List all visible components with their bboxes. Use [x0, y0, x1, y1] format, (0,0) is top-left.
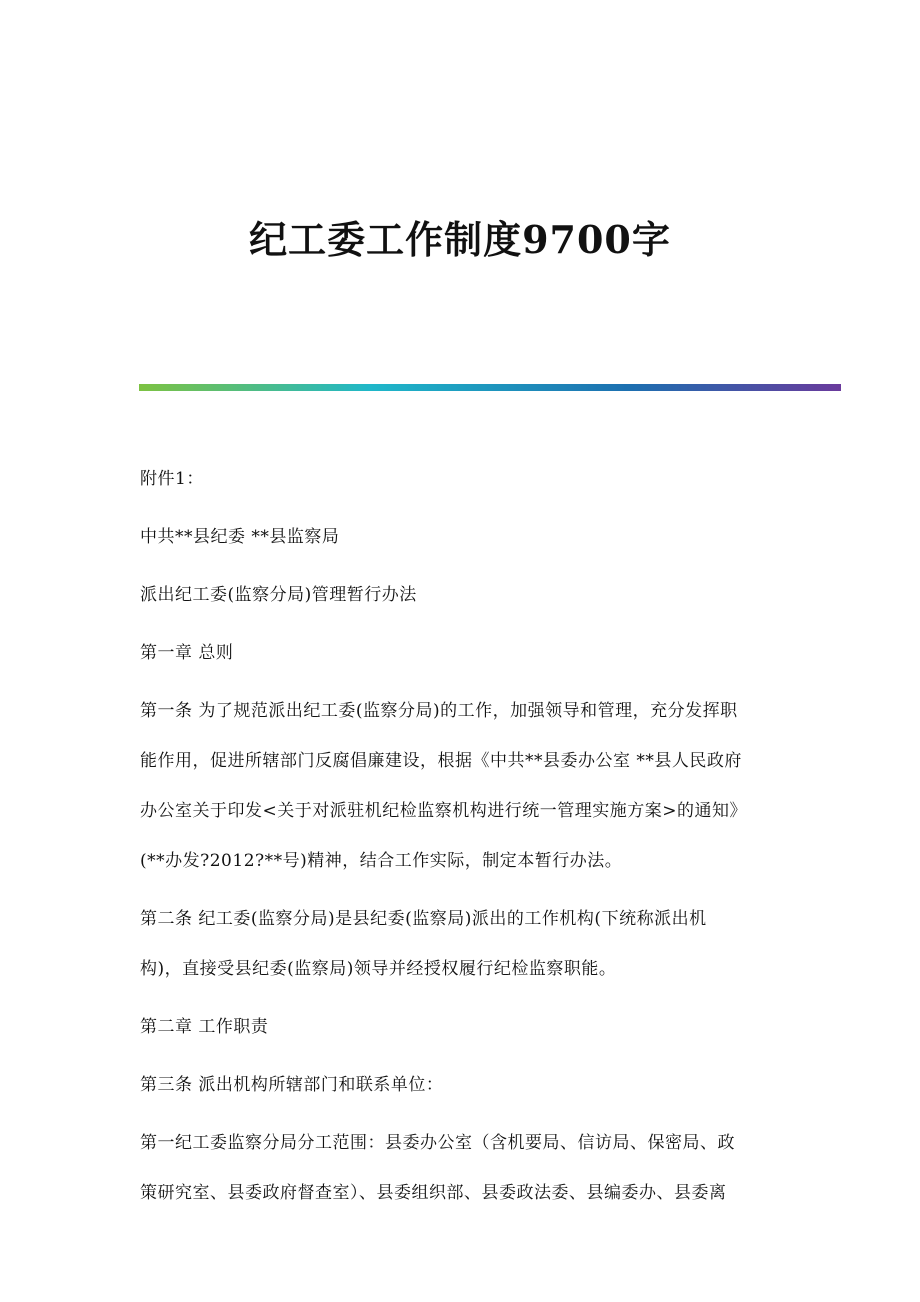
issuing-organization	[140, 524, 800, 550]
paragraph-line: 第三条 派出机构所辖部门和联系单位：	[140, 1075, 444, 1095]
paragraph-line: 第一章 总则	[140, 643, 234, 663]
article-paragraph	[140, 1072, 800, 1098]
paragraph-line: (**办发?2012?**号)精神，结合工作实际，制定本暂行办法。	[140, 851, 623, 871]
article-paragraph	[140, 894, 800, 994]
paragraph-line: 派出纪工委(监察分局)管理暂行办法	[140, 585, 417, 605]
chapter-heading	[140, 640, 800, 666]
paragraph-line: 能作用，促进所辖部门反腐倡廉建设，根据《中共**县委办公室 **县人民政府	[140, 751, 742, 771]
paragraph-line: 策研究室、县委政府督查室）、县委组织部、县委政法委、县编委办、县委离	[140, 1183, 727, 1203]
paragraph-line: 第二章 工作职责	[140, 1017, 269, 1037]
document-body	[140, 466, 800, 1238]
paragraph-line: 办公室关于印发<关于对派驻机纪检监察机构进行统一管理实施方案>的通知》	[140, 801, 747, 821]
chapter-heading	[140, 1014, 800, 1040]
paragraph-line: 第一纪工委监察分局分工范围：县委办公室（含机要局、信访局、保密局、政	[140, 1133, 735, 1153]
paragraph-line: 第二条 纪工委(监察分局)是县纪委(监察局)派出的工作机构(下统称派出机	[140, 909, 707, 929]
paragraph-line: 构)，直接受县纪委(监察局)领导并经授权履行纪检监察职能。	[140, 959, 617, 979]
attachment-label	[140, 466, 800, 492]
article-paragraph	[140, 1118, 800, 1218]
paragraph-line: 附件1：	[140, 469, 204, 489]
paragraph-line: 中共**县纪委 **县监察局	[140, 527, 340, 547]
article-paragraph	[140, 686, 800, 886]
document-subtitle	[140, 582, 800, 608]
document-title: 纪工委工作制度9700字	[249, 217, 671, 262]
title-divider	[139, 384, 841, 391]
paragraph-line: 第一条 为了规范派出纪工委(监察分局)的工作，加强领导和管理，充分发挥职	[140, 701, 738, 721]
